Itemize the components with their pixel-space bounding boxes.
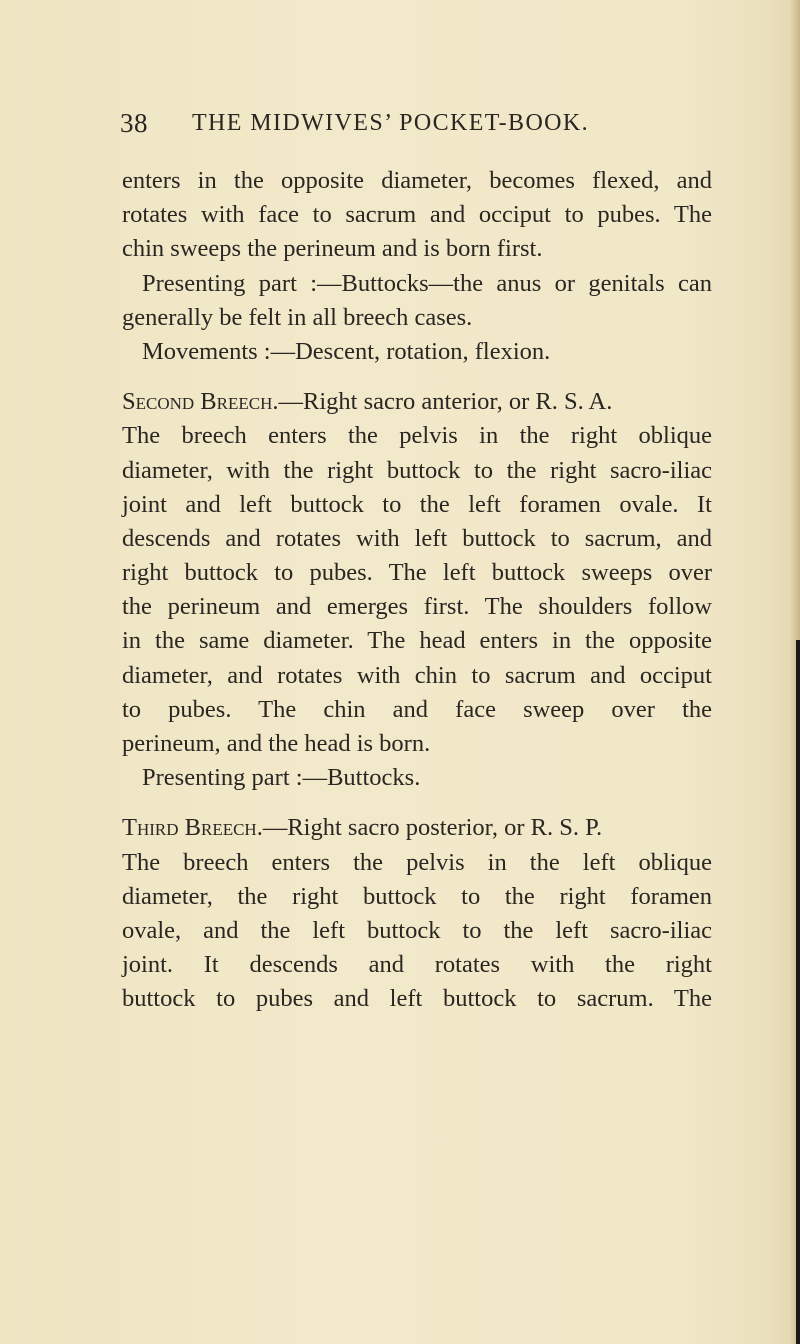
text-line: Presenting part :—Buttocks—the anus or genitals can (142, 269, 712, 297)
text-line: ovale, and the left buttock to the left sacro-iliac (122, 916, 712, 944)
text-line: rotates with face to sacrum and occiput to pubes. The (122, 201, 712, 229)
section-heading-third-breech: Third Breech. (122, 814, 263, 842)
text-line: diameter, and rotates with chin to sacrum and occiput (122, 661, 712, 689)
page-header (120, 108, 720, 148)
text-line: chin sweeps the perineum and is born first. (122, 235, 543, 263)
section-heading-description: —Right sacro posterior, or R. S. P. (262, 814, 603, 842)
page-number: 38 (120, 108, 148, 138)
text-line: perineum, and the head is born. (122, 730, 431, 757)
section-heading-line (122, 811, 712, 845)
text-line: enters in the opposite diameter, becomes flexed, and (122, 167, 712, 194)
section-heading-description: —Right sacro anterior, or R. S. A. (278, 388, 613, 416)
text-line: joint. It descends and rotates with the right (122, 951, 712, 979)
section-heading-second-breech: Second Breech. (122, 388, 279, 416)
text-line: right buttock to pubes. The left buttock sweeps over (122, 559, 712, 587)
text-line: to pubes. The chin and face sweep over the (122, 695, 712, 723)
text-line: The breech enters the pelvis in the right oblique (122, 422, 712, 450)
text-line: in the same diameter. The head enters in the opposite (122, 627, 712, 655)
page-edge-dark-strip (796, 640, 800, 1344)
paragraph-gap (122, 795, 712, 811)
running-head: THE MIDWIVES’ POCKET-BOOK. (192, 110, 590, 136)
text-line: The breech enters the pelvis in the left oblique (122, 848, 712, 876)
text-line: joint and left buttock to the left foramen ovale. It (122, 490, 712, 518)
text-line: generally be felt in all breech cases. (122, 303, 473, 331)
text-line: the perineum and emerges first. The shoulders follow (122, 593, 712, 621)
text-line: Movements :—Descent, rotation, flexion. (142, 337, 551, 365)
paragraph-gap (122, 369, 712, 385)
body-text (122, 164, 712, 1017)
text-line: diameter, the right buttock to the right foramen (122, 882, 712, 910)
text-line: buttock to pubes and left buttock to sacrum. The (122, 985, 712, 1013)
text-line: diameter, with the right buttock to the right sacro-iliac (122, 456, 712, 484)
section-heading-line (122, 385, 712, 419)
text-line: descends and rotates with left buttock to sacrum, and (122, 524, 712, 552)
text-line: Presenting part :—Buttocks. (142, 764, 421, 792)
